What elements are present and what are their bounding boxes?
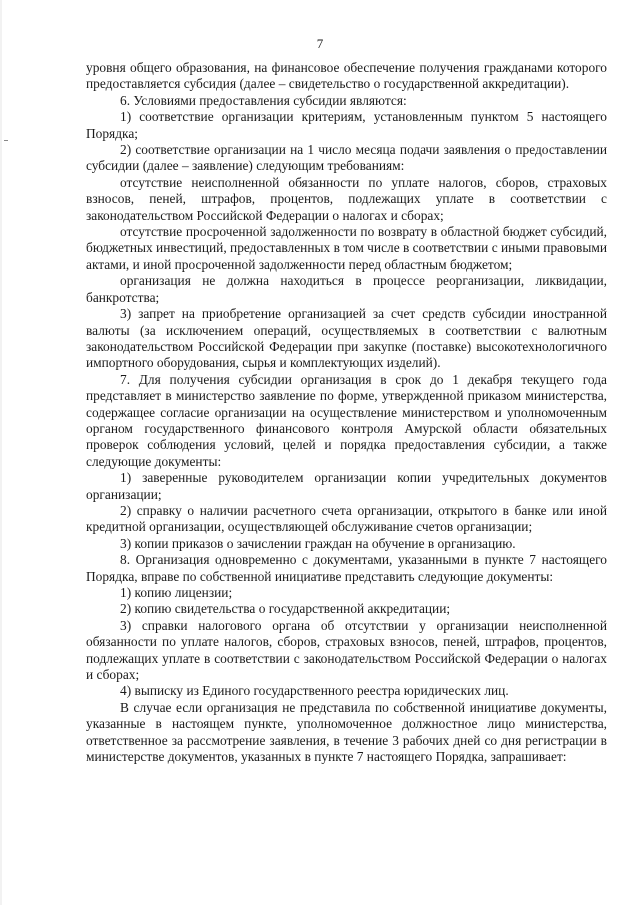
paragraph-6: отсутствие просроченной задолженности по возврату в областной бюджет субсидий, бюджетных инвестиций, предоставленных в том числе в соответствии с иными правовыми актами, и иной просроченной задолженности перед областным бюджетом; [86, 224, 607, 272]
paragraph-7: организация не должна находиться в процессе реорганизации, ликвидации, банкротства; [86, 273, 607, 305]
paragraph-14: 1) копию лицензии; [120, 585, 233, 600]
scan-edge [0, 0, 2, 905]
paragraph-10: 1) заверенные руководителем организации копии учредительных документов организации; [86, 470, 607, 502]
paragraph-13: 8. Организация одновременно с документами, указанными в пункте 7 настоящего Порядка, вправе по собственной инициативе представить следующие документы: [86, 552, 607, 584]
document-body [86, 60, 607, 765]
paragraph-1: уровня общего образования, на финансовое обеспечение получения гражданами которого предоставляется субсидия (далее – свидетельство о государственной аккредитации). [86, 60, 607, 92]
paragraph-11: 2) справку о наличии расчетного счета организации, открытого в банке или иной кредитной организации, осуществляющей обслуживание счетов организации; [86, 502, 607, 535]
paragraph-18: В случае если организация не представила по собственной инициативе документы, указанные в настоящем пункте, уполномоченное должностное лицо министерства, ответственное за рассмотрение заявления, в течение 3 рабочих дней со дня регистрации в министерстве документов, указанных в пункте 7 настоящего Порядка, запрашивает: [86, 699, 607, 765]
paragraph-16: 3) справки налогового органа об отсутствии у организации неисполненной обязанности по уплате налогов, сборов, страховых взносов, пеней, штрафов, процентов, подлежащих уплате в соответствии с законодательством Российской Федерации о налогах и сборах; [86, 617, 607, 683]
paragraph-12: 3) копии приказов о зачислении граждан на обучение в организацию. [120, 535, 516, 551]
paragraph-2: 6. Условиями предоставления субсидии являются: [120, 92, 407, 108]
paragraph-5: отсутствие неисполненной обязанности по уплате налогов, сборов, страховых взносов, пеней, штрафов, процентов, подлежащих уплате в соответствии с законодательством Российской Федерации о налогах и сборах; [86, 174, 607, 223]
page-number: 7 [316, 36, 324, 51]
paragraph-4: 2) соответствие организации на 1 число месяца подачи заявления о предоставлении субсидии (далее – заявление) следующим требованиям: [86, 142, 607, 174]
paragraph-3: 1) соответствие организации критериям, установленным пунктом 5 настоящего Порядка; [86, 109, 607, 141]
paragraph-9: 7. Для получения субсидии организация в срок до 1 декабря текущего года представляет в министерство заявление по форме, утвержденной приказом министерства, содержащее согласие организации на осуществление министерством и уполномоченным органом государственного финансового контроля Амурской области обязательных проверок соблюдения условий, целей и порядка предоставления субсидии, а также следующие документы: [86, 371, 607, 469]
scan-mark [4, 140, 8, 141]
paragraph-17: 4) выписку из Единого государственного реестра юридических лиц. [120, 683, 509, 699]
paragraph-8: 3) запрет на приобретение организацией за счет средств субсидии иностранной валюты (за исключением операций, осуществляемых в соответствии с валютным законодательством Российской Федерации при закупке (поставке) высокотехнологичного импортного оборудования, сырья и комплектующих изделий). [86, 306, 607, 371]
paragraph-15: 2) копию свидетельства о государственной аккредитации; [120, 601, 451, 617]
